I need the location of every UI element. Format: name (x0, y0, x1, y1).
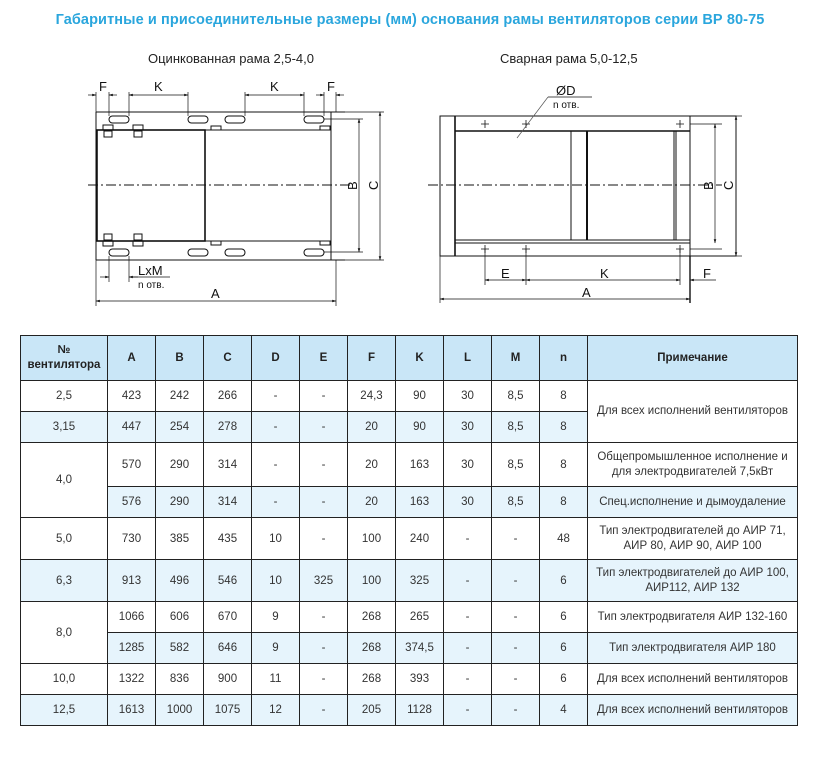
dim-label-F: F (327, 79, 335, 94)
cell-d: - (252, 412, 300, 443)
dim-label-D: ØD (556, 83, 576, 98)
cell-a: 913 (108, 560, 156, 602)
cell-l: - (444, 633, 492, 664)
dim-label-E: E (501, 266, 510, 281)
table-row (21, 518, 798, 560)
cell-m: - (492, 633, 540, 664)
cell-n: 48 (540, 518, 588, 560)
slot-hole (304, 116, 324, 123)
right-frame-drawing (428, 97, 742, 303)
cell-k: 90 (396, 381, 444, 412)
cell-m: 8,5 (492, 443, 540, 487)
cell-f: 20 (348, 487, 396, 518)
cell-k: 1128 (396, 695, 444, 726)
cell-d: 12 (252, 695, 300, 726)
slot-hole (109, 116, 129, 123)
dim-label-C: C (366, 180, 381, 190)
cell-e: - (300, 412, 348, 443)
cell-a: 1322 (108, 664, 156, 695)
cell-c: 314 (204, 487, 252, 518)
cell-note: Общепромышленное исполнение и для электродвигателей 7,5кВт (588, 443, 798, 487)
col-header: Примечание (588, 336, 798, 381)
cell-f: 268 (348, 633, 396, 664)
cell-k: 163 (396, 443, 444, 487)
dim-label-F: F (703, 266, 711, 281)
cell-n: 8 (540, 381, 588, 412)
cell-note: Тип электродвигателей до АИР 71, АИР 80, АИР 90, АИР 100 (588, 518, 798, 560)
col-header: F (348, 336, 396, 381)
cell-k: 374,5 (396, 633, 444, 664)
cell-l: - (444, 602, 492, 633)
cell-n: 8 (540, 487, 588, 518)
cell-d: 11 (252, 664, 300, 695)
table-row (21, 695, 798, 726)
cell-m: - (492, 518, 540, 560)
cell-l: - (444, 664, 492, 695)
cell-m: - (492, 560, 540, 602)
slot-hole (188, 249, 208, 256)
cell-fan-number: 10,0 (21, 664, 108, 695)
cell-note: Тип электродвигателей до АИР 100, АИР112, АИР 132 (588, 560, 798, 602)
col-header: B (156, 336, 204, 381)
table-row (21, 487, 798, 518)
dim-label-F: F (99, 79, 107, 94)
cell-a: 447 (108, 412, 156, 443)
cell-a: 730 (108, 518, 156, 560)
cell-l: - (444, 695, 492, 726)
cell-fan-number: 3,15 (21, 412, 108, 443)
holes-label: n отв. (553, 100, 580, 111)
cell-fan-number: 12,5 (21, 695, 108, 726)
cell-c: 900 (204, 664, 252, 695)
col-header: A (108, 336, 156, 381)
cell-k: 393 (396, 664, 444, 695)
cell-d: - (252, 487, 300, 518)
dim-label-B: B (701, 181, 716, 190)
slot-hole (225, 116, 245, 123)
cell-b: 496 (156, 560, 204, 602)
col-header: n (540, 336, 588, 381)
cell-e: 325 (300, 560, 348, 602)
col-header: L (444, 336, 492, 381)
cell-n: 4 (540, 695, 588, 726)
cell-f: 268 (348, 664, 396, 695)
cell-d: 9 (252, 633, 300, 664)
table-row (21, 381, 798, 412)
col-header: M (492, 336, 540, 381)
cell-a: 576 (108, 487, 156, 518)
cell-m: - (492, 664, 540, 695)
cell-l: 30 (444, 412, 492, 443)
slot-hole (188, 116, 208, 123)
cell-fan-number: 8,0 (21, 602, 108, 664)
cell-note: Для всех исполнений вентиляторов (588, 381, 798, 443)
cell-n: 6 (540, 602, 588, 633)
table-row (21, 443, 798, 487)
cell-n: 6 (540, 560, 588, 602)
col-header: D (252, 336, 300, 381)
dim-label-K: K (154, 79, 163, 94)
cell-e: - (300, 633, 348, 664)
cell-note: Тип электродвигателя АИР 132-160 (588, 602, 798, 633)
cell-d: - (252, 443, 300, 487)
dim-label-LxM: LxM (138, 263, 163, 278)
cell-d: 9 (252, 602, 300, 633)
cell-n: 8 (540, 412, 588, 443)
col-header: K (396, 336, 444, 381)
cell-c: 278 (204, 412, 252, 443)
slot-hole (225, 249, 245, 256)
cell-b: 385 (156, 518, 204, 560)
cell-d: 10 (252, 518, 300, 560)
cell-f: 20 (348, 412, 396, 443)
dim-label-K: K (600, 266, 609, 281)
col-header: № вентилятора (21, 336, 108, 381)
cell-k: 163 (396, 487, 444, 518)
cell-note: Для всех исполнений вентиляторов (588, 664, 798, 695)
cell-b: 606 (156, 602, 204, 633)
dim-label-B: B (345, 181, 360, 190)
cell-k: 240 (396, 518, 444, 560)
cell-a: 570 (108, 443, 156, 487)
table-header-row (21, 336, 798, 381)
cell-b: 290 (156, 487, 204, 518)
cell-c: 314 (204, 443, 252, 487)
cell-e: - (300, 443, 348, 487)
cell-l: 30 (444, 487, 492, 518)
table-row (21, 602, 798, 633)
left-drawing-caption: Оцинкованная рама 2,5-4,0 (148, 51, 315, 66)
cell-n: 6 (540, 633, 588, 664)
cell-f: 100 (348, 518, 396, 560)
cell-k: 265 (396, 602, 444, 633)
bolt-hole-icon (481, 120, 684, 253)
slot-hole (109, 249, 129, 256)
cell-c: 1075 (204, 695, 252, 726)
cell-l: - (444, 518, 492, 560)
cell-fan-number: 5,0 (21, 518, 108, 560)
right-drawing-caption: Сварная рама 5,0-12,5 (500, 51, 638, 66)
cell-m: 8,5 (492, 487, 540, 518)
table-row (21, 560, 798, 602)
cell-c: 546 (204, 560, 252, 602)
cell-m: - (492, 695, 540, 726)
cell-b: 290 (156, 443, 204, 487)
holes-label: n отв. (138, 280, 165, 291)
cell-f: 20 (348, 443, 396, 487)
cell-l: - (444, 560, 492, 602)
cell-note: Тип электродвигателя АИР 180 (588, 633, 798, 664)
dimensions-table (20, 335, 798, 726)
cell-a: 1613 (108, 695, 156, 726)
cell-m: 8,5 (492, 412, 540, 443)
cell-a: 1066 (108, 602, 156, 633)
cell-fan-number: 6,3 (21, 560, 108, 602)
cell-b: 582 (156, 633, 204, 664)
cell-k: 325 (396, 560, 444, 602)
table-row (21, 664, 798, 695)
table-row (21, 633, 798, 664)
dim-label-A: A (211, 286, 220, 301)
col-header: C (204, 336, 252, 381)
cell-c: 670 (204, 602, 252, 633)
cell-m: 8,5 (492, 381, 540, 412)
col-header: E (300, 336, 348, 381)
dim-label-A: A (582, 285, 591, 300)
cell-l: 30 (444, 443, 492, 487)
cell-b: 242 (156, 381, 204, 412)
cell-fan-number: 2,5 (21, 381, 108, 412)
cell-e: - (300, 518, 348, 560)
slot-hole (304, 249, 324, 256)
cell-b: 254 (156, 412, 204, 443)
cell-f: 268 (348, 602, 396, 633)
cell-b: 1000 (156, 695, 204, 726)
cell-a: 423 (108, 381, 156, 412)
cell-a: 1285 (108, 633, 156, 664)
cell-l: 30 (444, 381, 492, 412)
cell-e: - (300, 381, 348, 412)
cell-k: 90 (396, 412, 444, 443)
left-frame-drawing (88, 92, 384, 306)
cell-m: - (492, 602, 540, 633)
cell-e: - (300, 487, 348, 518)
cell-e: - (300, 602, 348, 633)
cell-n: 8 (540, 443, 588, 487)
cell-c: 435 (204, 518, 252, 560)
cell-n: 6 (540, 664, 588, 695)
frame-drawings (0, 0, 820, 330)
page-title: Габаритные и присоединительные размеры (мм) основания рамы вентиляторов серии ВР 80-75 (55, 12, 765, 28)
cell-f: 24,3 (348, 381, 396, 412)
cell-e: - (300, 695, 348, 726)
cell-f: 100 (348, 560, 396, 602)
cell-b: 836 (156, 664, 204, 695)
cell-note: Для всех исполнений вентиляторов (588, 695, 798, 726)
cell-fan-number: 4,0 (21, 443, 108, 518)
cell-note: Спец.исполнение и дымоудаление (588, 487, 798, 518)
cell-d: 10 (252, 560, 300, 602)
dim-label-K: K (270, 79, 279, 94)
cell-c: 646 (204, 633, 252, 664)
cell-d: - (252, 381, 300, 412)
cell-e: - (300, 664, 348, 695)
dim-label-C: C (721, 180, 736, 190)
cell-c: 266 (204, 381, 252, 412)
cell-f: 205 (348, 695, 396, 726)
